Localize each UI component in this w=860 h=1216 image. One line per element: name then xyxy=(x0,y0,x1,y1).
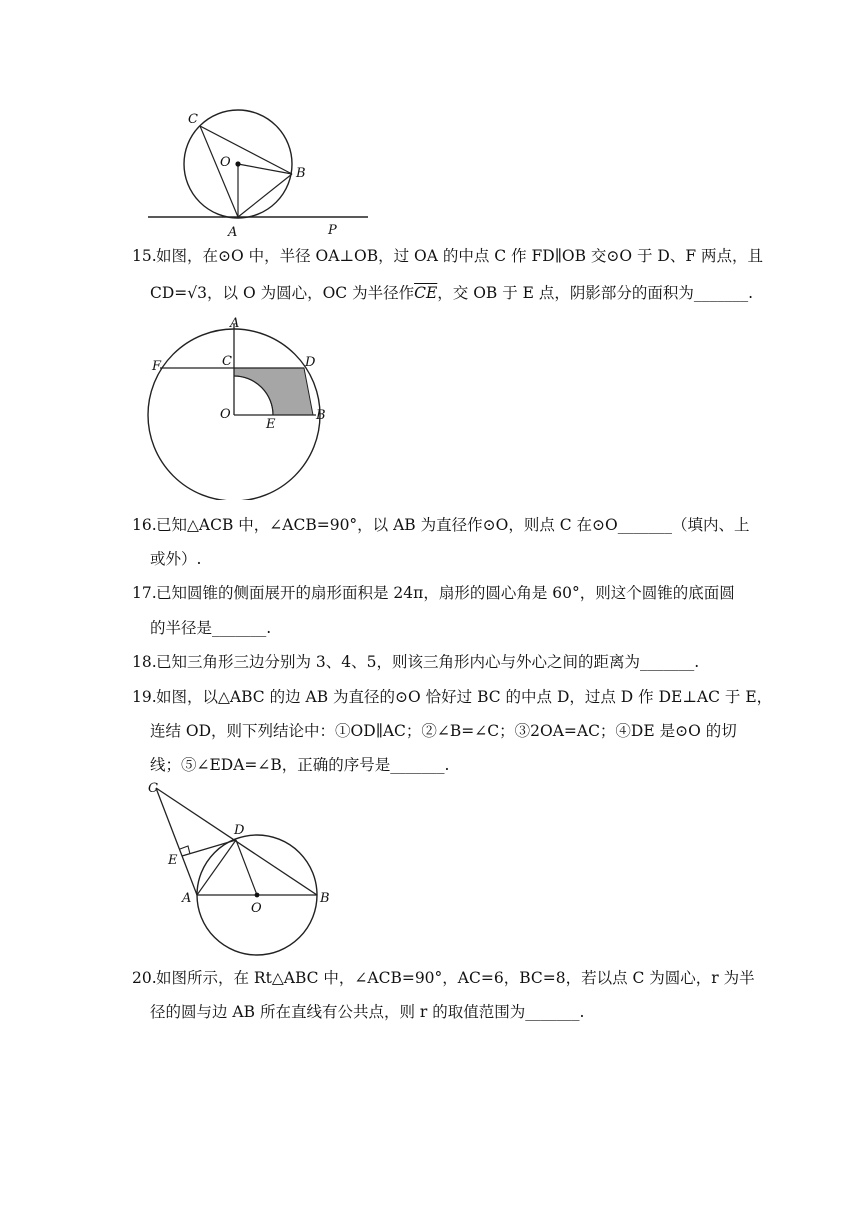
q18-number: 18. xyxy=(132,653,157,671)
shaded-region xyxy=(234,368,313,415)
q17-text-1: 已知圆锥的侧面展开的扇形面积是 24π，扇形的圆心角是 60°，则这个圆锥的底面圆 xyxy=(156,584,735,602)
label-p: P xyxy=(328,223,337,238)
q15-line2 xyxy=(150,282,753,304)
q19-text-3: 线；⑤∠EDA=∠B，正确的序号是_______. xyxy=(150,756,450,774)
center-dot xyxy=(235,161,240,166)
q15-line1 xyxy=(132,245,763,267)
label-c: C xyxy=(148,781,158,796)
q15-text-2b: ，以 O 为圆心，OC 为半径作 xyxy=(207,284,415,302)
q20-number: 20. xyxy=(132,969,157,987)
q15-number: 15. xyxy=(132,247,157,265)
label-c: C xyxy=(188,112,198,127)
label-a: A xyxy=(182,891,192,906)
figure-q19-svg xyxy=(146,778,336,960)
q17-text-2: 的半径是_______. xyxy=(150,619,272,637)
q15-text-1: 如图，在⊙O 中，半径 OA⊥OB，过 OA 的中点 C 作 FD∥OB 交⊙O 于 D、F 两点，且 xyxy=(156,247,764,265)
q15-arc-ce: $\overline{CE}$ xyxy=(414,284,438,302)
figure-q19 xyxy=(146,778,336,960)
figure-q14 xyxy=(146,104,372,240)
segment-cb xyxy=(200,126,292,174)
q20-line1 xyxy=(132,967,755,989)
label-o: O xyxy=(220,155,231,170)
q15-sqrt: √3 xyxy=(187,284,208,302)
q16-number: 16. xyxy=(132,516,157,534)
q17-line1 xyxy=(132,582,735,604)
q17-number: 17. xyxy=(132,584,157,602)
segment-ac xyxy=(200,126,238,217)
q19-number: 19. xyxy=(132,688,157,706)
q19-line3 xyxy=(150,754,449,776)
q16-line1 xyxy=(132,514,749,536)
q15-text-2c: ，交 OB 于 E 点，阴影部分的面积为_______. xyxy=(437,284,754,302)
q15-text-2a: CD= xyxy=(150,284,188,302)
center-dot xyxy=(255,893,260,898)
q17-line2 xyxy=(150,617,271,639)
figure-q14-svg xyxy=(146,104,372,240)
q19-text-1: 如图，以△ABC 的边 AB 为直径的⊙O 恰好过 BC 的中点 D，过点 D 作 DE⊥AC 于 E， xyxy=(156,688,773,706)
label-b: B xyxy=(316,408,326,423)
segment-ca xyxy=(156,788,197,895)
segment-ad xyxy=(197,840,236,895)
segment-ob xyxy=(238,164,292,174)
label-a: A xyxy=(230,316,240,331)
q18-text-1: 已知三角形三边分别为 3、4、5，则该三角形内心与外心之间的距离为_______. xyxy=(156,653,700,671)
label-o: O xyxy=(251,901,262,916)
label-d: D xyxy=(234,823,245,838)
q16-text-1: 已知△ACB 中，∠ACB=90°，以 AB 为直径作⊙O，则点 C 在⊙O_______（填内、上 xyxy=(156,516,750,534)
q19-line1 xyxy=(132,686,772,708)
figure-q15-svg xyxy=(146,314,330,500)
label-o: O xyxy=(220,407,231,422)
q16-line2 xyxy=(150,548,201,570)
label-b: B xyxy=(296,166,306,181)
label-e: E xyxy=(168,853,178,868)
q19-line2 xyxy=(150,720,737,742)
label-c: C xyxy=(222,354,232,369)
label-e: E xyxy=(266,417,276,432)
label-b: B xyxy=(320,891,330,906)
q16-text-2: 或外）. xyxy=(150,550,202,568)
q18-line1 xyxy=(132,651,699,673)
q19-text-2: 连结 OD，则下列结论中：①OD∥AC；②∠B=∠C；③2OA=AC；④DE 是⊙O 的切 xyxy=(150,722,737,740)
q20-text-2: 径的圆与边 AB 所在直线有公共点，则 r 的取值范围为_______. xyxy=(150,1003,585,1021)
label-d: D xyxy=(305,355,316,370)
q20-text-1: 如图所示，在 Rt△ABC 中，∠ACB=90°，AC=6，BC=8，若以点 C 为圆心，r 为半 xyxy=(156,969,755,987)
label-a: A xyxy=(228,225,238,240)
figure-q15 xyxy=(146,314,330,500)
q20-line2 xyxy=(150,1001,584,1023)
label-f: F xyxy=(152,359,162,374)
